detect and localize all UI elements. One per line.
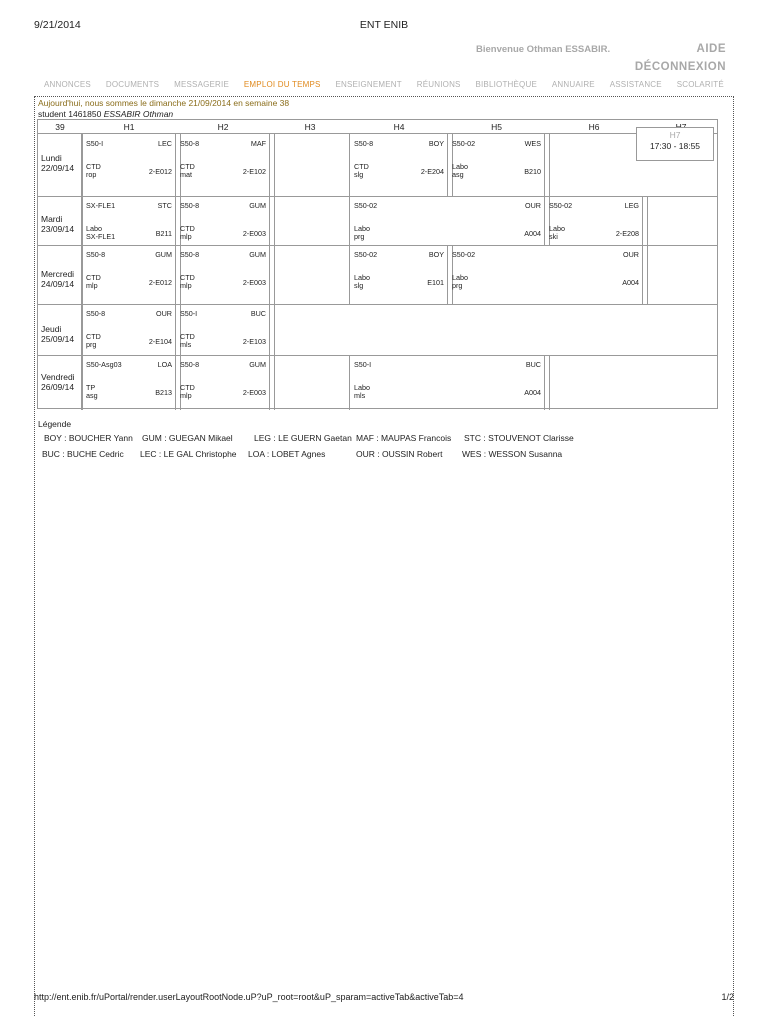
slot-header: H4 <box>393 122 405 132</box>
course-cell[interactable] <box>545 196 643 245</box>
course-type: Labo <box>354 383 370 392</box>
teacher-code: OUR <box>156 309 172 318</box>
course-code: S50-02 <box>452 250 476 259</box>
course-code: S50-8 <box>180 139 200 148</box>
course-module: rop <box>86 170 97 179</box>
course-code: S50-8 <box>180 201 200 210</box>
course-code: S50-8 <box>354 139 374 148</box>
course-module: asg <box>86 391 98 400</box>
day-name: Jeudi <box>41 324 62 334</box>
course-cell[interactable] <box>176 134 270 196</box>
room-code: 2-E003 <box>242 278 266 287</box>
room-code: 2-E103 <box>242 337 266 346</box>
course-module: mlp <box>180 281 192 290</box>
today-info: Aujourd'hui, nous sommes le dimanche 21/09/2014 en semaine 38 <box>38 98 290 108</box>
day-column-border <box>82 245 83 304</box>
course-cell[interactable] <box>350 355 545 410</box>
slot-header: H6 <box>588 122 600 132</box>
cell-border <box>269 196 270 245</box>
teacher-code: GUM <box>249 250 266 259</box>
room-code: 2-E003 <box>242 388 266 397</box>
timetable-header <box>38 120 717 134</box>
course-module: mlp <box>180 232 192 241</box>
course-code: S50-8 <box>180 250 200 259</box>
teacher-code: LEG <box>624 201 639 210</box>
legend-entry: BOY : BOUCHER Yann <box>44 433 133 443</box>
course-cell[interactable] <box>448 245 643 304</box>
nav-item[interactable]: ANNUAIRE <box>551 80 595 89</box>
cell-border <box>274 304 275 355</box>
nav-item[interactable]: EMPLOI DU TEMPS <box>243 80 321 89</box>
cell-border <box>349 245 350 304</box>
course-type: CTD <box>180 273 195 282</box>
course-type: CTD <box>180 162 195 171</box>
course-type: CTD <box>180 224 195 233</box>
legend-entry: MAF : MAUPAS Francois <box>356 433 452 443</box>
student-info <box>38 109 173 119</box>
course-module: mls <box>180 340 192 349</box>
teacher-code: BUC <box>525 360 541 369</box>
cell-border <box>274 196 275 245</box>
course-cell[interactable] <box>176 355 270 410</box>
course-module: mlp <box>180 391 192 400</box>
course-code: S50-I <box>180 309 198 318</box>
print-date: 9/21/2014 <box>34 19 81 31</box>
course-module: mlp <box>86 281 98 290</box>
course-module: SX-FLE1 <box>86 232 116 241</box>
day-label <box>41 269 74 289</box>
course-type: CTD <box>86 162 101 171</box>
day-label <box>41 214 74 234</box>
teacher-code: LEC <box>158 139 172 148</box>
course-type: CTD <box>180 332 195 341</box>
cell-border <box>349 134 350 196</box>
nav-item[interactable]: MESSAGERIE <box>174 80 229 89</box>
legend-entry: STC : STOUVENOT Clarisse <box>464 433 574 443</box>
legend-entry: BUC : BUCHE Cedric <box>42 449 124 459</box>
course-module: ski <box>549 232 558 241</box>
day-name: Lundi <box>41 153 62 163</box>
cell-border <box>349 196 350 245</box>
room-code: A004 <box>622 278 639 287</box>
teacher-code: GUM <box>249 201 266 210</box>
cell-border <box>647 245 648 304</box>
course-cell[interactable] <box>82 196 176 245</box>
course-code: S50-I <box>86 139 104 148</box>
course-cell[interactable] <box>82 134 176 196</box>
cell-border <box>544 134 545 196</box>
day-date: 24/09/14 <box>41 279 75 289</box>
day-date: 26/09/14 <box>41 382 75 392</box>
teacher-code: STC <box>157 201 172 210</box>
course-code: S50-02 <box>354 250 378 259</box>
course-cell[interactable] <box>82 355 176 410</box>
day-column-border <box>82 355 83 410</box>
cell-border <box>642 245 643 304</box>
teacher-code: BOY <box>428 139 444 148</box>
cell-border <box>269 304 270 355</box>
day-column-border <box>82 134 83 196</box>
course-module: asg <box>452 170 464 179</box>
nav-item[interactable]: SCOLARITÉ <box>676 80 724 89</box>
course-module: prg <box>354 232 365 241</box>
room-code: 2-E204 <box>420 167 444 176</box>
course-cell[interactable] <box>176 245 270 304</box>
course-module: prg <box>86 340 97 349</box>
course-type: Labo <box>354 224 370 233</box>
teacher-code: LOA <box>157 360 172 369</box>
nav-item[interactable]: RÉUNIONS <box>416 80 461 89</box>
cell-border <box>175 355 176 410</box>
cell-border <box>549 355 550 410</box>
room-code: 2-E003 <box>242 229 266 238</box>
page-url: http://ent.enib.fr/uPortal/render.userLayoutRootNode.uP?uP_root=root&uP_sparam=activeTab&activeTab=4 <box>34 992 464 1002</box>
course-module: slg <box>354 281 364 290</box>
room-code: A004 <box>524 229 541 238</box>
slot-header: H2 <box>217 122 229 132</box>
cell-border <box>447 134 448 196</box>
day-name: Vendredi <box>41 372 75 382</box>
cell-border <box>274 245 275 304</box>
nav-item[interactable]: BIBLIOTHÈQUE <box>475 80 537 89</box>
cell-border <box>175 134 176 196</box>
course-module: mat <box>180 170 192 179</box>
h7-time-popup <box>636 127 714 161</box>
legend-entry: LEC : LE GAL Christophe <box>140 449 237 459</box>
legend-entry: LEG : LE GUERN Gaetan <box>254 433 352 443</box>
nav-item[interactable]: ENSEIGNEMENT <box>335 80 402 89</box>
room-code: B210 <box>524 167 541 176</box>
legend-entry: LOA : LOBET Agnes <box>248 449 326 459</box>
cell-border <box>269 355 270 410</box>
print-title: ENT ENIB <box>359 19 409 31</box>
day-label <box>41 324 74 344</box>
course-cell[interactable] <box>82 245 176 304</box>
teacher-code: GUM <box>249 360 266 369</box>
course-type: CTD <box>86 273 101 282</box>
course-code: SX-FLE1 <box>86 201 116 210</box>
cell-border <box>447 245 448 304</box>
cell-border <box>544 196 545 245</box>
course-code: S50-8 <box>86 309 106 318</box>
day-label <box>41 372 75 392</box>
day-column-border <box>82 304 83 355</box>
course-cell[interactable] <box>350 196 545 245</box>
day-date: 23/09/14 <box>41 224 75 234</box>
legend-entry: WES : WESSON Susanna <box>462 449 563 459</box>
welcome-message: Bienvenue Othman ESSABIR. <box>476 44 611 55</box>
teacher-code: BOY <box>428 250 444 259</box>
slot-header: H1 <box>123 122 135 132</box>
day-name: Mercredi <box>41 269 75 279</box>
course-cell[interactable] <box>176 304 270 355</box>
room-code: 2-E012 <box>148 278 172 287</box>
room-code: B211 <box>155 229 172 238</box>
day-date: 22/09/14 <box>41 163 75 173</box>
course-module: slg <box>354 170 364 179</box>
course-code: S50-02 <box>549 201 573 210</box>
teacher-code: BUC <box>250 309 266 318</box>
day-column-border <box>82 196 83 245</box>
main-nav <box>44 80 724 94</box>
course-module: mls <box>354 391 366 400</box>
cell-border <box>549 134 550 196</box>
cell-border <box>642 196 643 245</box>
student-id: student 1461850 <box>38 109 102 119</box>
legend-title: Légende <box>38 419 72 429</box>
teacher-code: GUM <box>155 250 172 259</box>
course-code: S50-8 <box>180 360 200 369</box>
day-label <box>41 153 74 173</box>
aide-link[interactable]: AIDE <box>696 43 726 55</box>
cell-border <box>647 196 648 245</box>
room-code: E101 <box>427 278 444 287</box>
course-type: TP <box>86 383 96 392</box>
h7-popup-time: 17:30 - 18:55 <box>649 141 701 151</box>
room-code: 2-E208 <box>615 229 639 238</box>
room-code: 2-E104 <box>148 337 172 346</box>
slot-header: H5 <box>491 122 502 132</box>
cell-border <box>544 355 545 410</box>
course-cell[interactable] <box>350 245 448 304</box>
course-type: Labo <box>86 224 102 233</box>
print-footer <box>34 992 734 1006</box>
teacher-code: WES <box>524 139 541 148</box>
print-header <box>34 19 734 33</box>
room-code: B213 <box>155 388 172 397</box>
h7-popup-label: H7 <box>669 130 681 140</box>
course-cell[interactable] <box>82 304 176 355</box>
room-code: A004 <box>524 388 541 397</box>
course-type: Labo <box>549 224 565 233</box>
nav-item[interactable]: ANNONCES <box>44 80 91 89</box>
cell-border <box>175 245 176 304</box>
slot-header: H3 <box>304 122 316 132</box>
day-date: 25/09/14 <box>41 334 75 344</box>
course-type: CTD <box>86 332 101 341</box>
cell-border <box>349 355 350 410</box>
course-code: S50-02 <box>452 139 476 148</box>
cell-border <box>269 245 270 304</box>
course-type: CTD <box>180 383 195 392</box>
course-type: Labo <box>354 273 370 282</box>
cell-border <box>175 304 176 355</box>
course-type: Labo <box>452 162 468 171</box>
course-code: S50-02 <box>354 201 378 210</box>
room-code: 2-E012 <box>148 167 172 176</box>
course-cell[interactable] <box>176 196 270 245</box>
course-code: S50-Asg03 <box>86 360 122 369</box>
course-code: S50-8 <box>86 250 106 259</box>
deconnexion-link[interactable]: DÉCONNEXION <box>634 61 726 73</box>
week-number: 39 <box>55 122 65 132</box>
cell-border <box>269 134 270 196</box>
course-type: Labo <box>452 273 468 282</box>
teacher-code: MAF <box>250 139 266 148</box>
course-cell[interactable] <box>448 134 545 196</box>
teacher-code: OUR <box>623 250 639 259</box>
teacher-code: OUR <box>525 201 541 210</box>
nav-item[interactable]: DOCUMENTS <box>105 80 160 89</box>
timetable <box>37 119 718 409</box>
day-name: Mardi <box>41 214 63 224</box>
course-code: S50-I <box>354 360 372 369</box>
page-number: 1/2 <box>721 992 734 1002</box>
cell-border <box>274 134 275 196</box>
course-type: CTD <box>354 162 369 171</box>
room-code: 2-E102 <box>242 167 266 176</box>
legend-entry: OUR : OUSSIN Robert <box>356 449 443 459</box>
nav-item[interactable]: ASSISTANCE <box>609 80 662 89</box>
course-cell[interactable] <box>350 134 448 196</box>
legend-entry: GUM : GUEGAN Mikael <box>142 433 233 443</box>
student-name: ESSABIR Othman <box>103 109 174 119</box>
cell-border <box>175 196 176 245</box>
cell-border <box>274 355 275 410</box>
course-module: prg <box>452 281 463 290</box>
